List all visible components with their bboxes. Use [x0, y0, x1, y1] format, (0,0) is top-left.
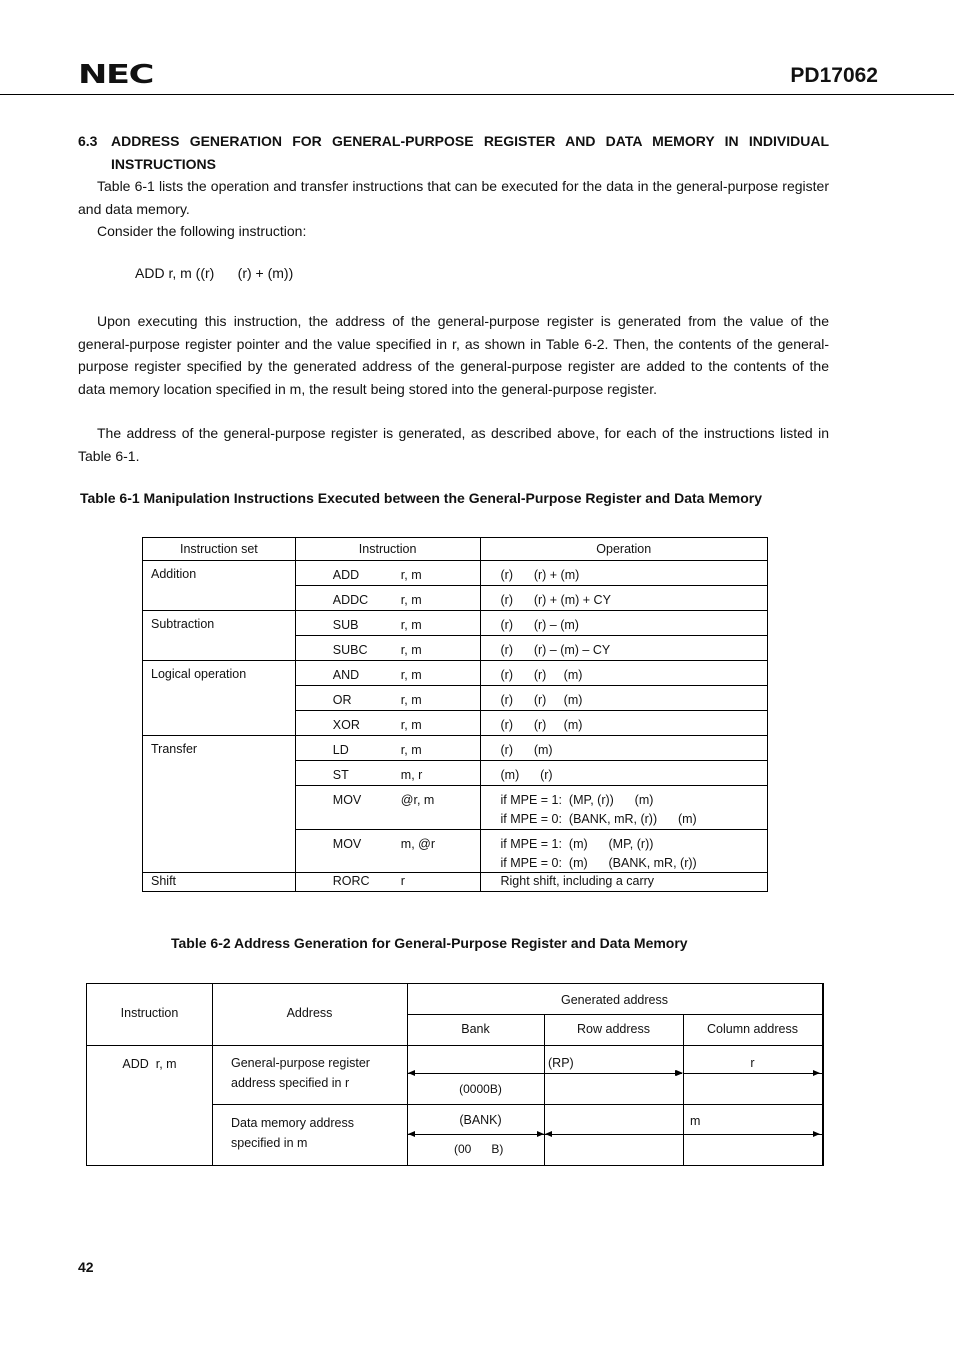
header-address: Address: [286, 1006, 333, 1020]
header-row-address: Row address: [577, 1022, 650, 1036]
operation: (r) (r) – (m) – CY: [500, 643, 611, 657]
header-rule: [0, 94, 954, 95]
header-operation: Operation: [480, 538, 768, 561]
bank-00b: (00 B): [454, 1142, 504, 1156]
instruction-set: Addition: [151, 567, 197, 581]
mnemonic: ST: [332, 768, 349, 782]
mnemonic: MOV: [332, 793, 362, 807]
operation-line: if MPE = 1: (m) (MP, (r)): [500, 837, 654, 851]
operation: (r) (r) (m): [500, 718, 583, 732]
operands: r, m: [400, 568, 422, 582]
table-row: [143, 873, 768, 892]
rp-label: (RP): [548, 1056, 574, 1070]
bank-0000b: (0000B): [459, 1082, 502, 1096]
table-6-2: [86, 983, 824, 1166]
mnemonic: SUBC: [332, 643, 368, 657]
operands: @r, m: [400, 793, 435, 807]
table-6-1: [142, 537, 768, 892]
divider: [683, 1014, 684, 1165]
page-number: 42: [78, 1259, 94, 1275]
operands: m, r: [400, 768, 423, 782]
operands: r, m: [400, 693, 422, 707]
arrow-right: [684, 1134, 820, 1135]
table-row: [143, 561, 768, 586]
operands: r, m: [400, 743, 422, 757]
operation: (r) (r) (m): [500, 693, 583, 707]
bank-label: (BANK): [459, 1113, 502, 1127]
operands: r, m: [400, 718, 422, 732]
table-header-row: [143, 538, 768, 561]
mnemonic: OR: [332, 693, 352, 707]
formula: ADD r, m ((r) (r) + (m)): [135, 265, 294, 281]
operation: (r) (r) (m): [500, 668, 583, 682]
mem-address-line: specified in m: [231, 1136, 308, 1150]
instruction-set: Shift: [151, 874, 177, 888]
paragraph-3: Upon executing this instruction, the address of the general-purpose register is generated from the value of the general-purpose register pointer and the value specified in r, as shown in Table 6-2. Then, the contents of the general-purpose register specified by the generated address of the general-purpose register are added to the contents of the data memory location specified in m, the result being stored into the general-purpose register.: [78, 313, 829, 397]
table-row: [143, 611, 768, 636]
instruction-set: Transfer: [151, 742, 198, 756]
section-number: 6.3: [78, 133, 98, 149]
operation-line: if MPE = 0: (BANK, mR, (r)) (m): [500, 812, 697, 826]
header-column-address: Column address: [706, 1022, 798, 1036]
arrow-left: [545, 1134, 683, 1135]
header-instruction-set: Instruction set: [143, 538, 296, 561]
r-label: r: [750, 1056, 755, 1070]
header-instruction: Instruction: [295, 538, 480, 561]
operands: r: [400, 874, 405, 888]
header-bank: Bank: [461, 1022, 490, 1036]
arrow-left: [408, 1073, 544, 1074]
operands: m, @r: [400, 837, 435, 851]
mnemonic: RORC: [332, 874, 370, 888]
operation-line: if MPE = 0: (m) (BANK, mR, (r)): [500, 856, 697, 870]
divider: [87, 1045, 822, 1046]
paragraph-1: Table 6-1 lists the operation and transfer instructions that can be executed for the data in the general-purpose register and data memory.: [78, 178, 829, 217]
m-label: m: [690, 1114, 701, 1128]
operation: (m) (r): [500, 768, 553, 782]
paragraph-2: Consider the following instruction:: [97, 223, 307, 239]
reg-address-line: address specified in r: [231, 1076, 350, 1090]
arrow-right: [545, 1073, 682, 1074]
operation-line: if MPE = 1: (MP, (r)) (m): [500, 793, 654, 807]
operands: r, m: [400, 593, 422, 607]
arrow-right: [684, 1073, 820, 1074]
mnemonic: ADD: [332, 568, 360, 582]
section-title: ADDRESS GENERATION FOR GENERAL-PURPOSE REGISTER AND DATA MEMORY IN INDIVIDUAL INSTRUCTIONS: [111, 133, 829, 172]
table1-caption: Table 6-1 Manipulation Instructions Executed between the General-Purpose Register and Data Memory: [80, 490, 763, 506]
header-instruction: Instruction: [120, 1006, 179, 1020]
operands: r, m: [400, 668, 422, 682]
mnemonic: LD: [332, 743, 349, 757]
operation: Right shift, including a carry: [500, 874, 655, 888]
operation: (r) (r) + (m) + CY: [500, 593, 611, 607]
mem-address-line: Data memory address: [231, 1116, 354, 1130]
instruction-set: Subtraction: [151, 617, 215, 631]
header-generated-address: Generated address: [560, 993, 668, 1007]
mnemonic: AND: [332, 668, 360, 682]
section-heading: [78, 130, 829, 176]
mnemonic: MOV: [332, 837, 362, 851]
paragraph-4: The address of the general-purpose register is generated, as described above, for each of the instructions listed in Table 6-1.: [78, 425, 829, 464]
mnemonic: XOR: [332, 718, 360, 732]
reg-address-line: General-purpose register: [231, 1056, 370, 1070]
instruction-add: ADD r, m: [122, 1057, 177, 1071]
divider: [212, 1104, 822, 1105]
table-row: [143, 736, 768, 761]
operation: (r) (r) + (m): [500, 568, 580, 582]
mnemonic: ADDC: [332, 593, 369, 607]
operands: r, m: [400, 643, 422, 657]
arrow-double: [408, 1134, 544, 1135]
nec-logo: NEC: [78, 60, 154, 90]
mnemonic: SUB: [332, 618, 359, 632]
product-name: PD17062: [790, 64, 878, 87]
table2-caption: Table 6-2 Address Generation for General-Purpose Register and Data Memory: [171, 935, 688, 951]
operands: r, m: [400, 618, 422, 632]
divider: [407, 1014, 822, 1015]
operation: (r) (r) – (m): [500, 618, 579, 632]
table-row: [143, 661, 768, 686]
operation: (r) (m): [500, 743, 553, 757]
instruction-set: Logical operation: [151, 667, 247, 681]
